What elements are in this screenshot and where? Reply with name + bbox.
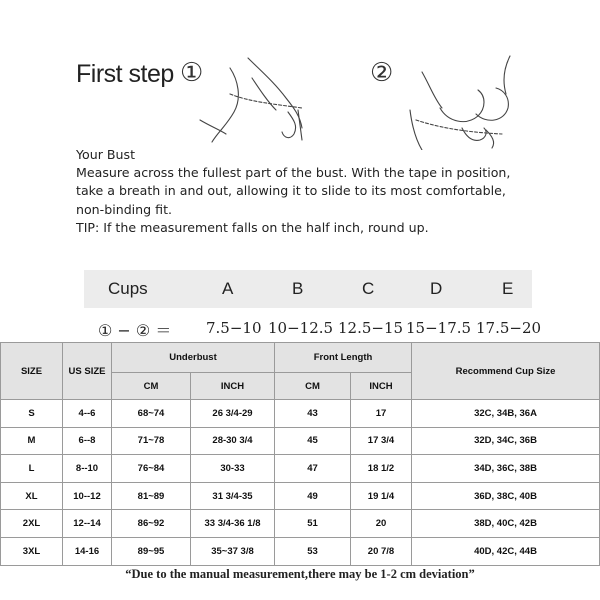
table-row [1, 427, 600, 455]
cell-underbust-inch: 26 3/4-29 [191, 400, 275, 428]
cell-front-length-inch: 17 [351, 400, 412, 428]
cell-front-length-cm: 47 [275, 455, 351, 483]
cell-recommend-cups: 40D, 42C, 44B [412, 537, 600, 565]
cell-us-size: 6--8 [63, 427, 112, 455]
table-row [1, 537, 600, 565]
header-front-length-inch: INCH [351, 373, 412, 400]
cell-us-size: 14-16 [63, 537, 112, 565]
instructions-line-2: take a breath in and out, allowing it to slide to its most comfortable, [76, 183, 506, 199]
formula-range-a: 7.5−10 [206, 319, 262, 337]
header-underbust-inch: INCH [191, 373, 275, 400]
cell-front-length-inch: 20 [351, 510, 412, 538]
instructions-line-3: non-binding fit. [76, 201, 173, 217]
instructions-line-1: Measure across the fullest part of the bust. With the tape in position, [76, 165, 511, 181]
header-front-length-cm: CM [275, 373, 351, 400]
cell-underbust-cm: 76~84 [112, 455, 191, 483]
header-front-length: Front Length [275, 343, 412, 373]
measurement-illustration [190, 50, 580, 150]
cell-us-size: 8--10 [63, 455, 112, 483]
cup-formula-row [0, 318, 600, 340]
cell-us-size: 12--14 [63, 510, 112, 538]
figure-1-arm-outline [212, 68, 238, 142]
instructions-heading: Your Bust [76, 147, 136, 162]
cell-front-length-inch: 19 1/4 [351, 482, 412, 510]
formula-range-c: 12.5−15 [338, 319, 404, 337]
cup-letter-d: D [430, 279, 443, 298]
figure-2-bust-left [440, 90, 484, 122]
header-underbust: Underbust [112, 343, 275, 373]
figure-2-left-shoulder [422, 72, 442, 108]
cell-underbust-cm: 89~95 [112, 537, 191, 565]
cell-underbust-cm: 71~78 [112, 427, 191, 455]
formula-range-d: 15−17.5 [406, 319, 472, 337]
cell-underbust-cm: 81~89 [112, 482, 191, 510]
cell-front-length-cm: 51 [275, 510, 351, 538]
figure-1-body-outline [248, 58, 302, 128]
cell-front-length-cm: 49 [275, 482, 351, 510]
formula-range-b: 10−12.5 [268, 319, 334, 337]
cup-letter-b: B [292, 279, 304, 298]
cell-size: XL [1, 482, 63, 510]
cell-front-length-cm: 43 [275, 400, 351, 428]
cell-recommend-cups: 32D, 34C, 36B [412, 427, 600, 455]
figure-2-tape [416, 120, 502, 134]
header-size: SIZE [1, 343, 63, 400]
cell-size: M [1, 427, 63, 455]
cell-underbust-inch: 33 3/4-36 1/8 [191, 510, 275, 538]
cell-underbust-inch: 30-33 [191, 455, 275, 483]
header-underbust-cm: CM [112, 373, 191, 400]
table-row [1, 455, 600, 483]
cell-recommend-cups: 32C, 34B, 36A [412, 400, 600, 428]
formula-range-e: 17.5−20 [476, 319, 542, 337]
header-recommend-cup-size: Recommend Cup Size [412, 343, 600, 400]
cell-front-length-inch: 17 3/4 [351, 427, 412, 455]
cell-underbust-inch: 31 3/4-35 [191, 482, 275, 510]
cell-front-length-cm: 53 [275, 537, 351, 565]
cell-underbust-inch: 28-30 3/4 [191, 427, 275, 455]
cup-letter-a: A [222, 279, 234, 298]
table-row [1, 510, 600, 538]
cell-size: L [1, 455, 63, 483]
cup-letter-c: C [362, 279, 375, 298]
cell-front-length-cm: 45 [275, 427, 351, 455]
formula-expression: ① − ② ＝ [98, 321, 172, 340]
cell-front-length-inch: 18 1/2 [351, 455, 412, 483]
cell-recommend-cups: 38D, 40C, 42B [412, 510, 600, 538]
figure-2-right-shoulder [504, 56, 510, 94]
figure-1-tape [230, 94, 302, 108]
cell-underbust-cm: 86~92 [112, 510, 191, 538]
cups-band [84, 270, 532, 308]
step-1-marker: ① [180, 58, 204, 88]
size-chart-table [0, 342, 600, 566]
cell-size: 3XL [1, 537, 63, 565]
cell-size: 2XL [1, 510, 63, 538]
measurement-instructions [76, 146, 596, 237]
table-header-row [1, 343, 600, 373]
cup-letter-e: E [502, 279, 514, 298]
deviation-footnote: “Due to the manual measurement,there may be 1-2 cm deviation” [125, 567, 475, 581]
cell-recommend-cups: 36D, 38C, 40B [412, 482, 600, 510]
step-title: First step [76, 60, 174, 88]
step-2-marker: ② [370, 58, 394, 88]
cell-front-length-inch: 20 7/8 [351, 537, 412, 565]
cell-us-size: 4--6 [63, 400, 112, 428]
cell-size: S [1, 400, 63, 428]
cell-underbust-cm: 68~74 [112, 400, 191, 428]
instructions-tip: TIP: If the measurement falls on the half inch, round up. [76, 219, 429, 235]
table-row [1, 482, 600, 510]
cell-recommend-cups: 34D, 36C, 38B [412, 455, 600, 483]
cups-label: Cups [108, 279, 148, 298]
cell-underbust-inch: 35~37 3/8 [191, 537, 275, 565]
cell-us-size: 10--12 [63, 482, 112, 510]
header-us-size: US SIZE [63, 343, 112, 400]
table-row [1, 400, 600, 428]
